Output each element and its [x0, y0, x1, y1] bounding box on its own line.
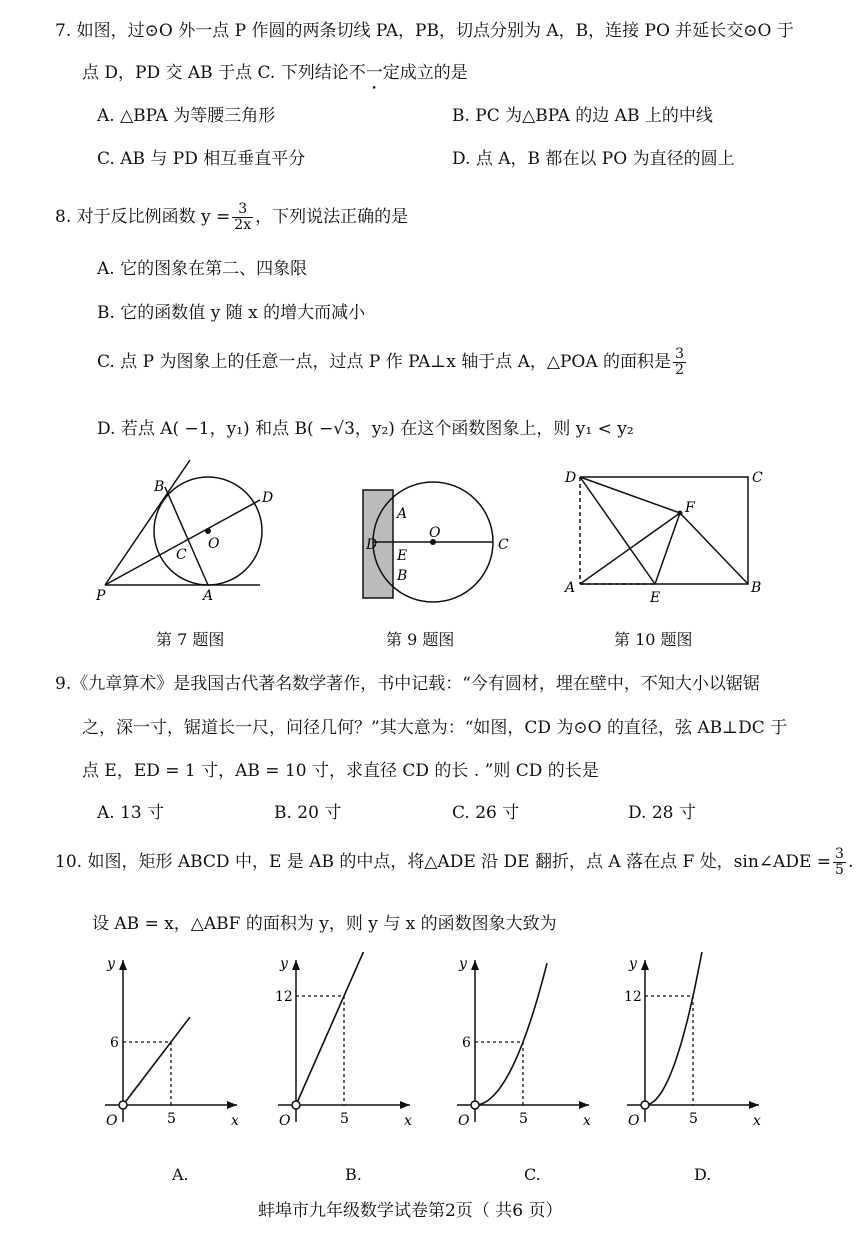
q10-option-label-b: B.	[345, 1165, 362, 1184]
x-tick-label: 5	[340, 1111, 349, 1127]
q10-graph-b	[268, 952, 418, 1132]
graph-line	[296, 952, 372, 1105]
fig10-label-f: F	[685, 500, 695, 516]
q7-option-b: B. PC 为△BPA 的边 AB 上的中线	[452, 106, 713, 126]
q9-line3: 点 E，ED = 1 寸，AB = 10 寸，求直径 CD 的长 . ”则 CD 的长是	[82, 761, 599, 781]
y-axis-label: y	[629, 956, 637, 972]
fig10-label-e: E	[650, 590, 661, 606]
q8-option-c	[97, 345, 688, 379]
q7-stem-part-a: 点 D，PD 交 AB 于点 C. 下列结论	[82, 63, 349, 83]
x-tick-label: 5	[519, 1111, 528, 1127]
y-axis-arrow	[292, 960, 300, 970]
q10-line2: 设 AB = x，△ABF 的面积为 y，则 y 与 x 的函数图象大致为	[92, 914, 557, 934]
q8-fraction: $\frac{3}{2x}$	[234, 201, 252, 233]
fig9-label-d: D	[366, 537, 378, 553]
fig10-caption: 第 10 题图	[614, 630, 693, 649]
y-axis-label: y	[107, 956, 115, 972]
fig7-label-p: P	[96, 588, 106, 604]
fig9-label-e: E	[397, 548, 408, 564]
q9-option-a: A. 13 寸	[97, 803, 165, 823]
y-tick-label: 12	[275, 989, 293, 1005]
q10-graph-c	[447, 952, 597, 1132]
y-tick-label: 6	[462, 1035, 471, 1051]
x-axis-arrow	[749, 1101, 759, 1109]
y-tick-label: 6	[110, 1035, 119, 1051]
x-axis-label: x	[753, 1113, 761, 1129]
q10-option-label-c: C.	[524, 1165, 541, 1184]
origin-label: O	[628, 1113, 640, 1129]
origin-point	[292, 1101, 300, 1109]
q8-option-c-text: C. 点 P 为图象上的任意一点，过点 P 作 PA⊥x 轴于点 A，△POA 的面积是	[97, 352, 672, 372]
graph-curve	[475, 963, 547, 1105]
origin-point	[471, 1101, 479, 1109]
fig7-label-a: A	[203, 588, 214, 604]
q10-line1: 10. 如图，矩形 ABCD 中，E 是 AB 的中点，将△ADE 沿 DE 翻折，点 A 落在点 F 处，sin∠ADE = $\frac{3}{5}$ .	[55, 846, 854, 878]
x-axis-label: x	[231, 1113, 239, 1129]
origin-point	[119, 1101, 127, 1109]
q9-option-d: D. 28 寸	[628, 803, 696, 823]
x-axis-label: x	[583, 1113, 591, 1129]
q9-option-c: C. 26 寸	[452, 803, 520, 823]
y-axis-label: y	[280, 956, 288, 972]
fig7-caption: 第 7 题图	[156, 630, 225, 649]
y-axis-arrow	[119, 960, 127, 970]
graph-line	[123, 1017, 190, 1105]
x-tick-label: 5	[167, 1111, 176, 1127]
fig7-label-c: C	[176, 547, 187, 563]
fig9-label-c: C	[498, 537, 509, 553]
x-tick-label: 5	[689, 1111, 698, 1127]
q10-graph-d	[617, 952, 767, 1132]
q9-line1: 9.《九章算术》是我国古代著名数学著作，书中记载：“今有圆材，埋在壁中，不知大小以锯锯	[55, 674, 760, 694]
q10-option-label-d: D.	[694, 1165, 712, 1184]
q7-option-d: D. 点 A，B 都在以 PO 为直径的圆上	[452, 149, 735, 169]
fig7-diagram	[90, 455, 280, 605]
q7-stem-line1: 7. 如图，过⊙O 外一点 P 作圆的两条切线 PA，PB，切点分别为 A，B，连接 PO 并延长交⊙O 于	[55, 21, 794, 41]
fig7-label-b: B	[154, 479, 165, 495]
y-axis-label: y	[459, 956, 467, 972]
x-axis-arrow	[227, 1101, 237, 1109]
q8-option-b: B. 它的函数值 y 随 x 的增大而减小	[97, 303, 366, 323]
fig9-label-a: A	[397, 506, 408, 522]
q10-graph-a	[95, 952, 245, 1132]
fig10-diagram	[560, 462, 770, 612]
fig7-label-d: D	[262, 490, 274, 506]
q9-line2: 之，深一寸，锯道长一尺，问径几何？”其大意为：“如图，CD 为⊙O 的直径，弦 AB⊥DC 于	[82, 718, 788, 738]
q8-c-fraction: $\frac{3}{2}$	[675, 346, 684, 378]
origin-label: O	[458, 1113, 470, 1129]
fig10-label-d: D	[565, 470, 577, 486]
q8-stem	[55, 200, 408, 234]
q10-line1-text: 10. 如图，矩形 ABCD 中，E 是 AB 的中点，将△ADE 沿 DE 翻折，点 A 落在点 F 处，sin∠ADE =	[55, 852, 832, 872]
graph-curve	[645, 952, 710, 1105]
fig9-label-o: O	[429, 525, 441, 541]
q7-option-c: C. AB 与 PD 相互垂直平分	[97, 149, 306, 169]
y-axis-arrow	[471, 960, 479, 970]
x-axis-arrow	[579, 1101, 589, 1109]
fig9-caption: 第 9 题图	[386, 630, 455, 649]
q7-stem-line2	[82, 62, 468, 84]
origin-label: O	[279, 1113, 291, 1129]
q8-option-a: A. 它的图象在第二、四象限	[97, 259, 308, 279]
fig9-diagram	[355, 480, 525, 610]
origin-point	[641, 1101, 649, 1109]
q7-emphasis: 不一定	[348, 63, 400, 83]
q7-option-a: A. △BPA 为等腰三角形	[97, 106, 276, 126]
q8-stem-a: 8. 对于反比例函数 y =	[55, 207, 231, 227]
fig7-label-o: O	[208, 536, 220, 552]
fig10-label-c: C	[752, 470, 763, 486]
q8-option-d: D. 若点 A( −1，y₁) 和点 B( −√3，y₂) 在这个函数图象上，则 y₁ < y₂	[97, 419, 634, 439]
fig10-label-b: B	[751, 580, 762, 596]
y-axis-arrow	[641, 960, 649, 970]
y-tick-label: 12	[624, 989, 642, 1005]
q9-option-b: B. 20 寸	[274, 803, 342, 823]
q8-stem-b: ，下列说法正确的是	[255, 207, 409, 227]
q7-stem-part-b: 成立的是	[399, 63, 468, 83]
x-axis-arrow	[400, 1101, 410, 1109]
x-axis-label: x	[404, 1113, 412, 1129]
q10-option-label-a: A.	[172, 1165, 189, 1184]
origin-label: O	[106, 1113, 118, 1129]
q10-sin-fraction: $\frac{3}{5}$	[835, 846, 844, 878]
fig9-label-b: B	[397, 568, 408, 584]
footer-page-info: 蚌埠市九年级数学试卷第2页（ 共6 页）	[258, 1201, 563, 1221]
fig10-label-a: A	[565, 580, 576, 596]
